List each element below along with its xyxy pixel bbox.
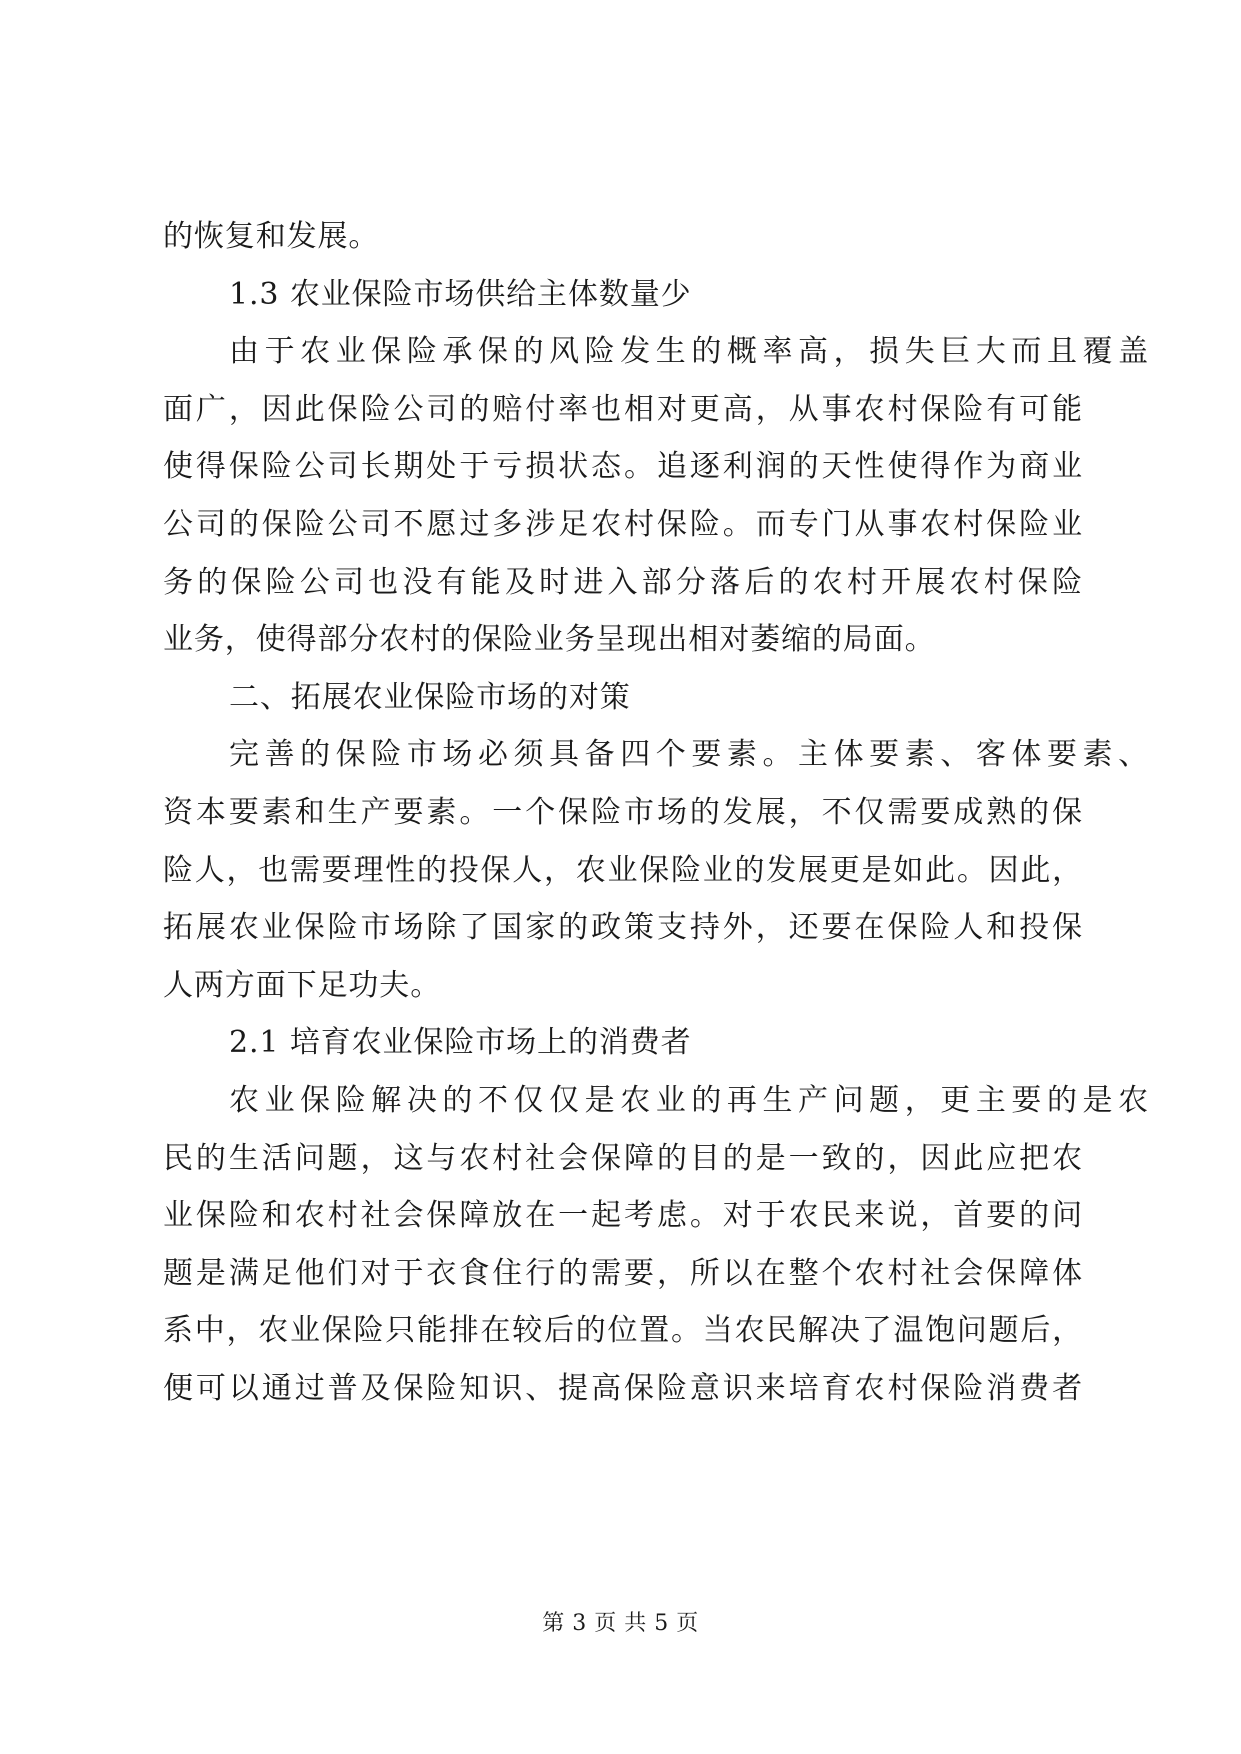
text-line: 便可以通过普及保险知识、提高保险意识来培育农村保险消费者: [163, 1370, 1083, 1406]
text-line: 险人，也需要理性的投保人，农业保险业的发展更是如此。因此，: [163, 852, 1083, 888]
text-line: 面广，因此保险公司的赔付率也相对更高，从事农村保险有可能: [163, 391, 1083, 427]
section-heading-2: 二、拓展农业保险市场的对策: [229, 679, 631, 715]
text-line: 使得保险公司长期处于亏损状态。追逐利润的天性使得作为商业: [163, 449, 1083, 485]
text-line: 系中，农业保险只能排在较后的位置。当农民解决了温饱问题后，: [163, 1313, 1083, 1349]
text-line: 民的生活问题，这与农村社会保障的目的是一致的，因此应把农: [163, 1140, 1083, 1176]
text-line: 题是满足他们对于衣食住行的需要，所以在整个农村社会保障体: [163, 1255, 1083, 1291]
text-line: 拓展农业保险市场除了国家的政策支持外，还要在保险人和投保: [163, 910, 1083, 946]
text-line: 业务，使得部分农村的保险业务呈现出相对萎缩的局面。: [163, 622, 936, 658]
section-heading-1-3: 1.3 农业保险市场供给主体数量少: [229, 276, 692, 312]
text-line: 农业保险解决的不仅仅是农业的再生产问题，更主要的是农: [229, 1082, 1149, 1118]
text-line: 人两方面下足功夫。: [163, 967, 442, 1003]
text-line: 资本要素和生产要素。一个保险市场的发展，不仅需要成熟的保: [163, 794, 1083, 830]
text-line: 完善的保险市场必须具备四个要素。主体要素、客体要素、: [229, 737, 1149, 773]
text-line: 由于农业保险承保的风险发生的概率高，损失巨大而且覆盖: [229, 334, 1149, 370]
text-line: 的恢复和发展。: [163, 219, 380, 254]
text-line: 公司的保险公司不愿过多涉足农村保险。而专门从事农村保险业: [163, 506, 1083, 542]
page-number-footer: 第 3 页 共 5 页: [542, 1611, 699, 1636]
text-line: 业保险和农村社会保障放在一起考虑。对于农民来说，首要的问: [163, 1198, 1083, 1234]
body-text: [163, 208, 1149, 1417]
text-line: 务的保险公司也没有能及时进入部分落后的农村开展农村保险: [163, 564, 1083, 600]
section-heading-2-1: 2.1 培育农业保险市场上的消费者: [229, 1025, 692, 1061]
